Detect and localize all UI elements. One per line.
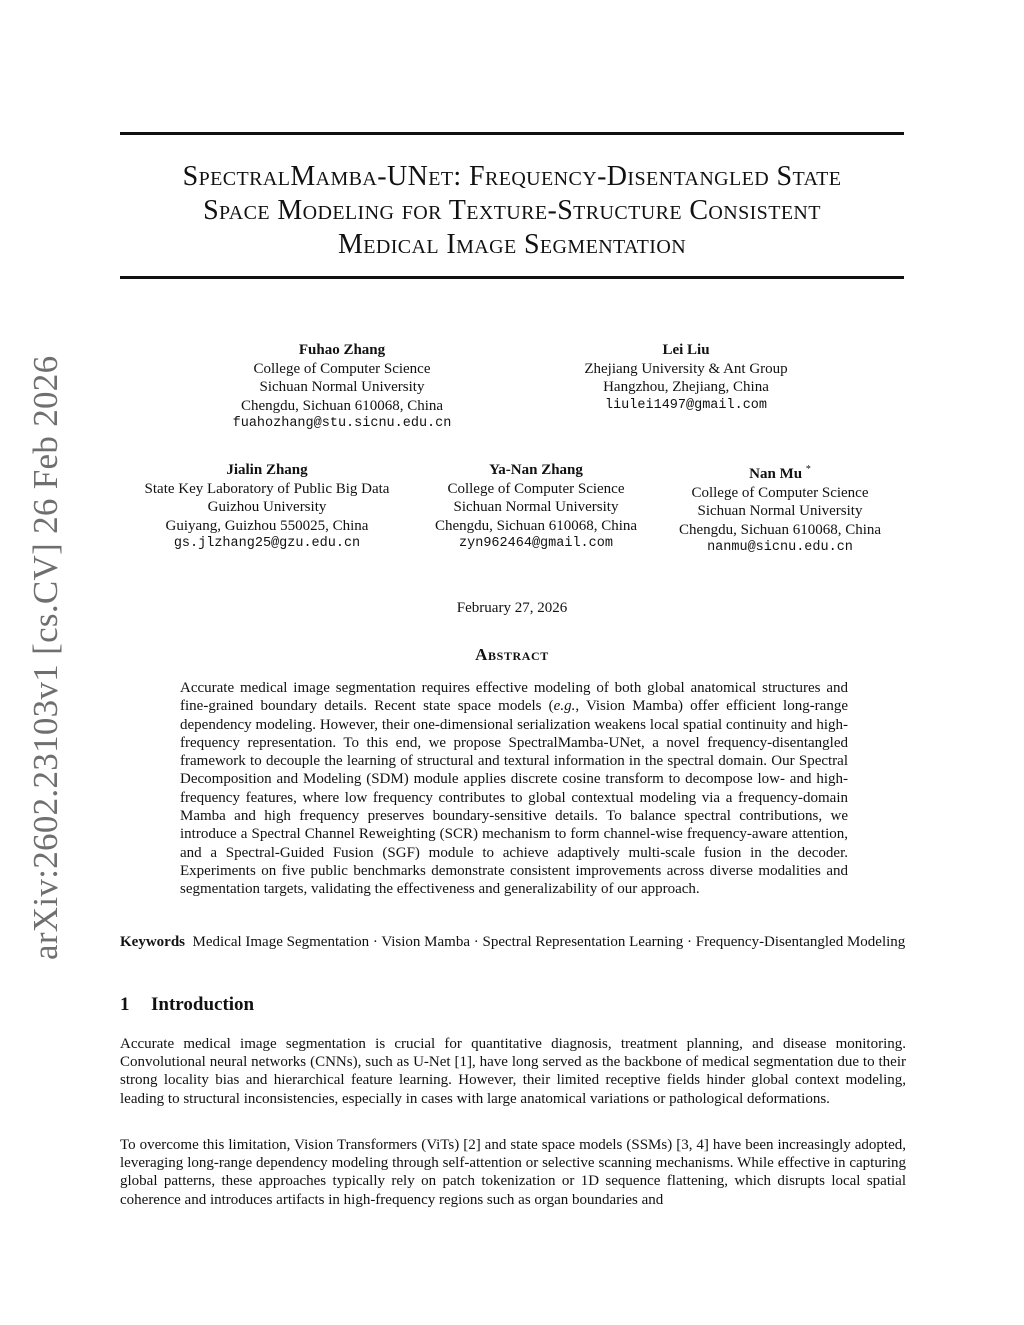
author-email[interactable]: fuahozhang@stu.sicnu.edu.cn [232,416,452,431]
keywords-label: Keywords [120,934,185,950]
title-rule-bottom [120,276,904,279]
author-email[interactable]: liulei1497@gmail.com [604,397,768,413]
author-affiliation: Sichuan Normal University [697,503,863,519]
author-jialin-zhang [122,461,412,554]
keywords-list: Medical Image Segmentation · Vision Mamba · Spectral Representation Learning · Frequency-Disentangled Modeling [192,934,906,950]
abstract-text-part-2: , Vision Mamba) offer efficient long-range dependency modeling. However, their one-dimensional serialization weakens local spatial continuity and high-frequency representation. To this end, we propose SpectralMamba-UNet, a novel frequency-disentangled framework to decouple the learning of structural and textural information in the spectral domain. Our Spectral Decomposition and Modeling (SDM) module applies discrete cosine transform to decompose low- and high-frequency features, where low frequency contributes to global contextual modeling via a frequency-domain Mamba and high frequency preserves boundary-sensitive details. To balance spectral contributions, we introduce a Spectral Channel Reweighting (SCR) mechanism to form channel-wise frequency-aware attention, and a Spectral-Guided Fusion (SGF) module to achieve adaptively multi-scale fusion in the decoder. Experiments on five public benchmarks demonstrate consistent improvements across diverse modalities and segmentation targets, validating the effectiveness and generalizability of our approach. [180,698,848,898]
title-line-1: SpectralMamba-UNet: Frequency-Disentangled State [182,161,842,192]
author-address: Chengdu, Sichuan 610068, China [240,397,444,414]
author-affiliation: Sichuan Normal University [453,499,619,515]
abstract-heading: Abstract [475,645,549,664]
author-affiliation: Sichuan Normal University [259,379,425,395]
author-name: Ya-Nan Zhang [489,462,583,478]
abstract-text [180,679,848,899]
title-line-2: Space Modeling for Texture-Structure Consistent [203,195,821,226]
arxiv-identifier: arXiv:2602.23103v1 [cs.CV] 26 Feb 2026 [26,355,65,960]
intro-paragraph-1: Accurate medical image segmentation is crucial for quantitative diagnosis, treatment planning, and disease monitoring. Convolutional neural networks (CNNs), such as U-Net [1], have long served as the backbone of medical segmentation due to their strong locality bias and hierarchical feature learning. However, their limited receptive fields hinder global context modeling, leading to structural inconsistencies, especially in cases with large anatomical variations or pathological deformations. [120,1036,906,1107]
author-address: Guiyang, Guizhou 550025, China [165,517,369,534]
author-lei-liu [556,341,816,415]
author-affiliation: College of Computer Science [447,480,625,497]
author-email[interactable]: gs.jlzhang25@gzu.edu.cn [173,536,361,551]
author-affiliation: College of Computer Science [691,484,869,501]
author-name: Jialin Zhang [226,462,308,478]
keywords [120,933,906,951]
author-affiliation: Guizhou University [207,499,327,515]
author-address: Hangzhou, Zhejiang, China [603,379,769,395]
corresponding-author-mark: * [805,464,811,475]
title-line-3: Medical Image Segmentation [337,229,687,260]
author-email[interactable]: zyn962464@gmail.com [459,536,613,551]
author-nan-mu [660,461,900,558]
intro-paragraph-2: To overcome this limitation, Vision Transformers (ViTs) [2] and state space models (SSMs) [3, 4] have been increasingly adopted, leveraging long-range dependency modeling through self-attention or selective scanning mechanisms. While effective in capturing global patterns, these approaches typically rely on patch tokenization or 1D sequence flattening, which disrupts local spatial coherence and introduces artifacts in high-frequency regions such as organ boundaries and [120,1137,906,1208]
abstract-eg: e.g. [553,698,576,715]
author-affiliation: Zhejiang University & Ant Group [584,360,788,377]
author-email[interactable]: nanmu@sicnu.edu.cn [707,540,853,555]
paper-title [120,160,904,262]
author-name: Lei Liu [662,342,710,358]
abstract-text-part-1: Accurate medical image segmentation requires effective modeling of both global anatomical structures and fine-grained boundary details. Recent state space models ( [180,680,848,715]
section-heading-introduction [120,994,254,1016]
section-title: Introduction [151,994,255,1015]
author-name: Fuhao Zhang [298,342,386,358]
author-fuhao-zhang [212,341,472,434]
author-ya-nan-zhang [416,461,656,554]
author-address: Chengdu, Sichuan 610068, China [678,521,882,538]
section-number: 1 [120,994,130,1015]
publication-date: February 27, 2026 [456,600,568,616]
author-affiliation: State Key Laboratory of Public Big Data [144,480,390,497]
author-name: Nan Mu [749,466,803,482]
title-rule-top [120,132,904,135]
author-address: Chengdu, Sichuan 610068, China [434,517,638,534]
author-affiliation: College of Computer Science [253,360,431,377]
author-name-row [660,461,900,484]
